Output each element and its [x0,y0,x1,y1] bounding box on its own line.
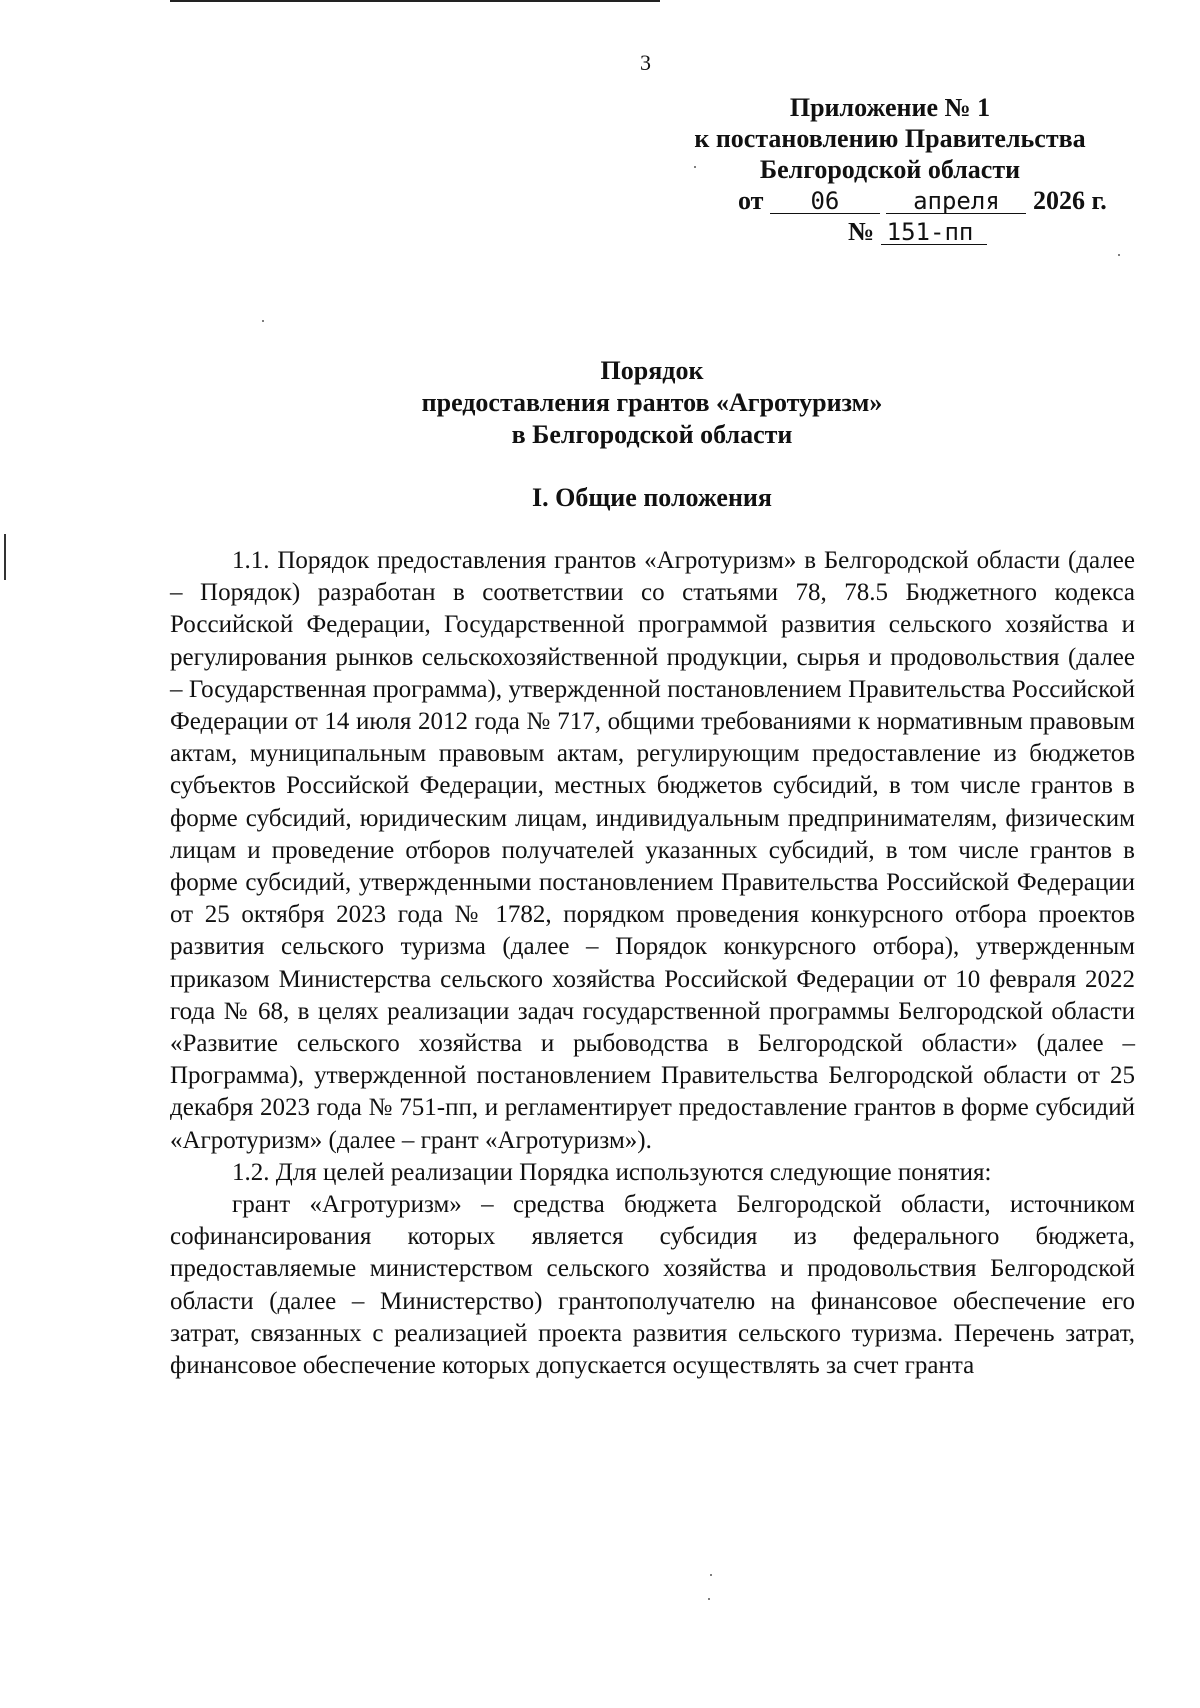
appendix-resolution-line: к постановлению Правительства [694,124,1086,153]
appendix-region-line: Белгородской области [759,155,1021,184]
appendix-number-line [620,216,1160,247]
scan-speck [694,166,696,168]
body-text [170,545,1135,1382]
document-title [170,355,1134,451]
page-number: 3 [640,50,651,75]
scan-speck [710,1574,712,1576]
title-line-1: Порядок [600,356,704,385]
scan-edge-line [170,0,660,2]
scan-speck [708,1598,710,1600]
appendix-date-line [620,185,1160,216]
paragraph-1-2: 1.2. Для целей реализации Порядка используются следующие понятия: [232,1158,992,1186]
section-heading: I. Общие положения [532,483,772,512]
scan-speck [262,320,264,322]
title-line-3: в Белгородской области [511,420,793,449]
date-day: 06 [770,189,880,214]
paragraph-definition: грант «Агротуризм» – средства бюджета Белгородской области, источником софинансирования которых является субсидия из федерального бюджета, предоставляемые министерством сельского хозяйства и продовольствия Белгородской области (далее – Министерство) грантополучателю на финансовое обеспечение его затрат, связанных с реализацией проекта развития сельского туризма. Перечень затрат, финансовое обеспечение которых допускается осуществлять за счет гранта [170,1191,1135,1380]
number-prefix: № [848,217,875,246]
date-prefix: от [738,186,764,215]
date-month: апреля [886,189,1026,214]
appendix-title: Приложение № 1 [789,93,991,122]
appendix-header [620,92,1160,247]
scan-speck [1118,254,1120,256]
title-line-2: предоставления грантов «Агротуризм» [421,388,883,417]
scan-margin-mark [4,534,6,580]
resolution-number: 151-пп [881,220,987,245]
paragraph-1-1: 1.1. Порядок предоставления грантов «Агротуризм» в Белгородской области (далее – Порядок) разработан в соответствии со статьями 78, 78.5 Бюджетного кодекса Российской Федерации, Государственной программой развития сельского хозяйства и регулирования рынков сельскохозяйственной продукции, сырья и продовольствия (далее – Государственная программа), утвержденной постановлением Правительства Российской Федерации от 14 июля 2012 года № 717, общими требованиями к нормативным правовым актам, муниципальным правовым актам, регулирующим предоставление из бюджетов субъектов Российской Федерации, местных бюджетов субсидий, в том числе грантов в форме субсидий, юридическим лицам, индивидуальным предпринимателям, физическим лицам и проведение отборов получателей указанных субсидий, в том числе грантов в форме субсидий, утвержденными постановлением Правительства Российской Федерации от 25 октября 2023 года № 1782, порядком проведения конкурсного отбора проектов развития сельского туризма (далее – Порядок конкурсного отбора), утвержденным приказом Министерства сельского хозяйства Российской Федерации от 10 февраля 2022 года № 68, в целях реализации задач государственной программы Белгородской области «Развитие сельского хозяйства и рыбоводства в Белгородской области» (далее – Программа), утвержденной постановлением Правительства Белгородской области от 25 декабря 2023 года № 751-пп, и регламентирует предоставление грантов в форме субсидий «Агротуризм» (далее – грант «Агротуризм»). [170,547,1135,1154]
date-year: 2026 г. [1032,186,1107,215]
